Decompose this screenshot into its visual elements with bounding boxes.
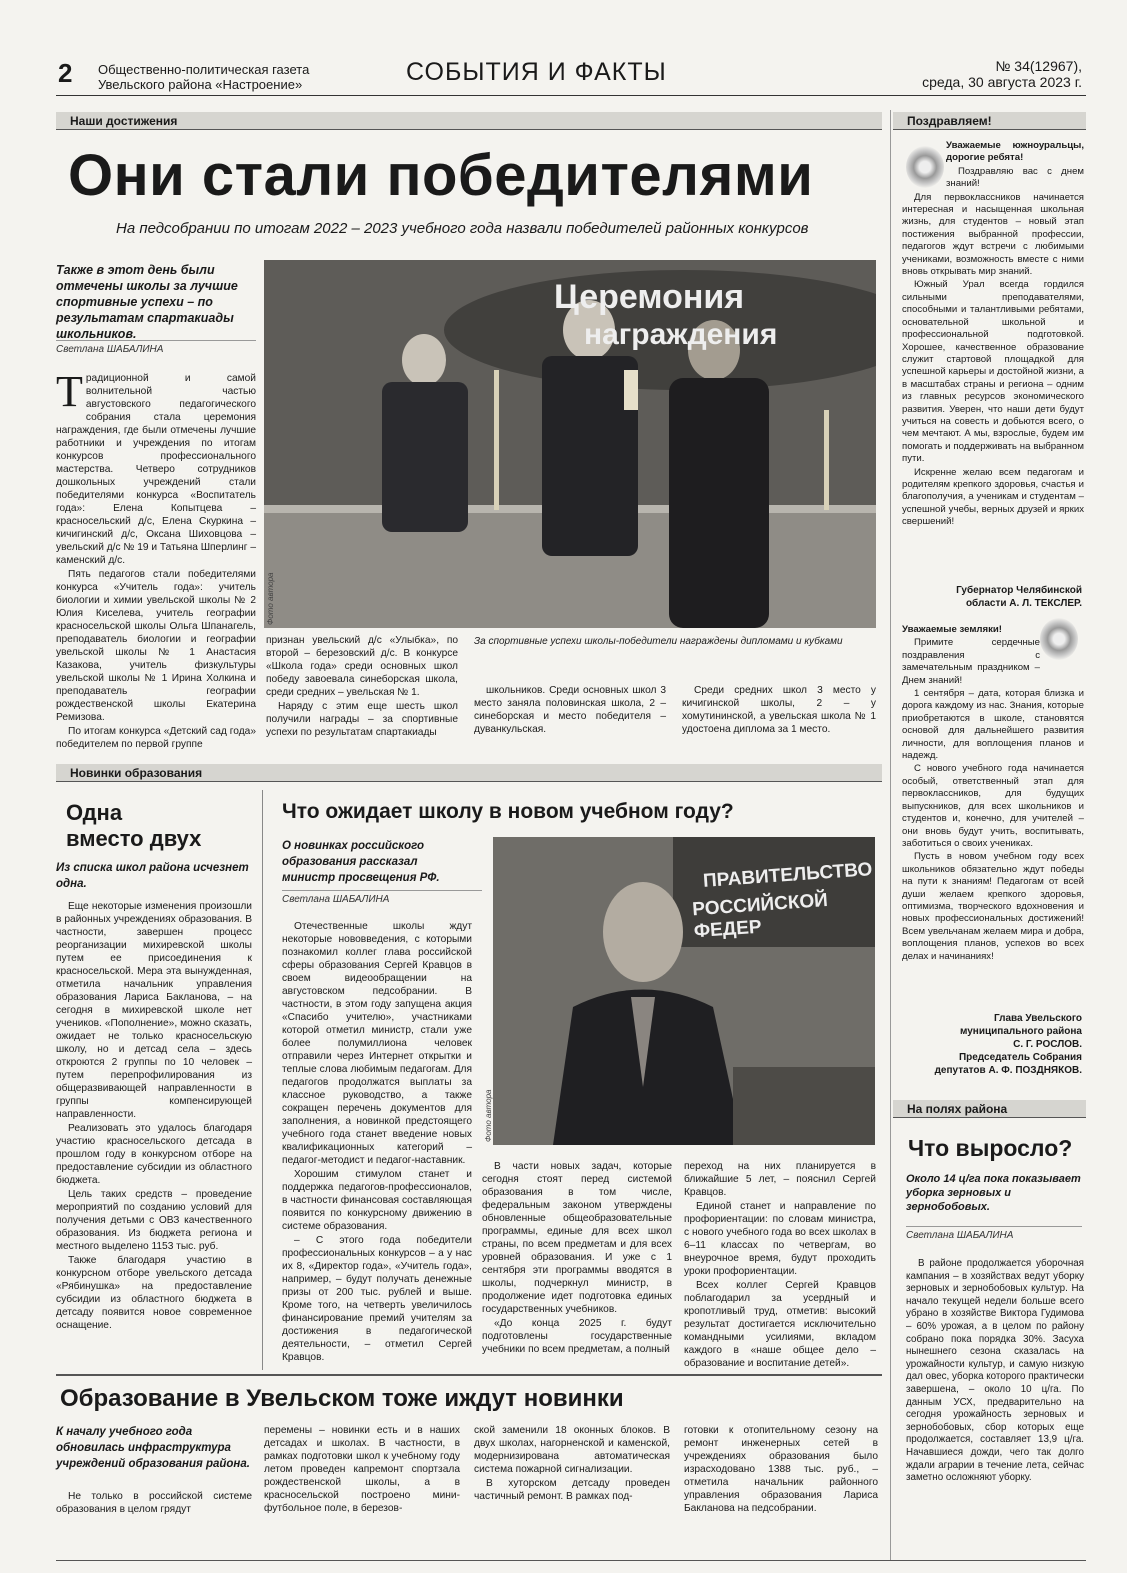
article2-title (66, 800, 201, 852)
publication-line-2: Увельского района «Настроение» (98, 77, 303, 92)
greeting2-heading: Уважаемые земляки! (902, 624, 1002, 635)
article4-lead: К началу учебного года обновилась инфраструктура учреждений образования района. (56, 1426, 250, 1470)
article1-col1 (56, 367, 257, 752)
article4-col2-para: перемены – новинки есть и в наших детсадах и школах. В частности, в рамках подготовки школ к учебному году летом проведен капремонт спортзала рождественской школы, а в красносельской построено мини-футбольное поле, в березов- (264, 1425, 460, 1514)
greeting1-heading: Уважаемые южноуральцы, дорогие ребята! (946, 140, 1084, 164)
article1-para-1: Традиционной и самой волнительной частью августовского педагогического собрания стала церемония награждения, где были отмечены лучшие работники и учреждения по итогам конкурсов профессионального мастерства. Четверо сотрудников дошкольных учреждений стали победителями конкурса «Воспитатель года»: Елена Копытцева – красносельский д/с, Елена Скуркина – кичигинский д/с, Оксана Шиховцова – увельский д/с № 19 и Татьяна Шперлинг – каменский д/с. (56, 367, 257, 566)
page-header (56, 56, 1086, 96)
article2-para-3: Цель таких средств – проведение мероприятий по созданию условий для получения детьми с ОВЗ качественного образования. Из бюджета региона и местного выделено 1153 тыс. руб. (56, 1189, 252, 1252)
article3-byline: Светлана ШАБАЛИНА (282, 890, 482, 905)
article2-para-1: Еще некоторые изменения произошли в районных учреждениях образования. В частности, завершен процесс реорганизации михиревской школы путем ее присоединения к красносельской. Мера эта вынужденная, отметила начальник управления образования Лариса Бакланова, – на сегодня в михиревской школе нет учеников. «Пополнение», можно сказать, ожидает не только красносельскую школу, но и детсад села – здесь откроются 2 группы по 10 человек – путем перепрофилирования из общеразвивающей направленности в группы компенсирующей направленности. (56, 901, 252, 1120)
article4-col2 (264, 1424, 460, 1516)
photo1-credit: Фото автора (266, 572, 275, 625)
article3-col3 (684, 1160, 876, 1371)
harvest-para: В районе продолжается уборочная кампания – в хозяйствах ведут уборку зерновых и зернобобовых культур. На начало текущей недели больше всего убрано в хозяйстве Виктора Гудимова – 60% урожая, а в целом по району собрано пока порядка 30%. Засуха нынешнего сезона сказалась на урожайности культур, и самую низкую дал овес, уборка которого практически завершена, – около 10 ц/га. По данным УСХ, предварительно на сегодня урожайность зерновых и зернобобовых, сбор которых еще продолжается, составляет 13,9 ц/га. Начавшиеся дожди, чего так долго ждали аграрии в течение лета, сейчас заметно осложняют уборку. (906, 1258, 1084, 1484)
greeting2-para-3: С нового учебного года начинается особый, ответственный этап для первоклассников, для будущих выпускников, для всех школьников и студентов и, конечно, для учителей – они вновь будут учить, воспитывать, заботиться о своих учениках. (902, 763, 1084, 849)
article3-col3-para-1: переход на них планируется в ближайшие 5 лет, – пояснил Сергей Кравцов. (684, 1161, 876, 1198)
article4-col1-para: Не только в российской системе образования в целом грядут (56, 1491, 252, 1515)
photo2-credit: Фото автора (484, 1089, 493, 1142)
issue-date: среда, 30 августа 2023 г. (922, 74, 1082, 90)
greeting1-sign-line1: Губернатор Челябинской (956, 585, 1082, 596)
article3-col2-para-1: В части новых задач, которые сегодня стоят перед системой образования в том числе, федеральным законом утверждены обновленные общеобразовательные программы, единые для всех школ страны, по всем предметам и для всех уровней образования. И уже с 1 сентября эти программы вводятся в школы, подчеркнул министр, в продолжение идет подготовка единых государственных учебников. (482, 1161, 672, 1315)
greeting1-para-4: Искренне желаю всем педагогам и родителям крепкого здоровья, счастья и благополучия, а ученикам и студентам – успешной учебы, верных друзей и ярких свершений! (902, 466, 1084, 528)
greeting1-signature (902, 584, 1082, 610)
greeting1-para-1: Поздравляю вас с днем знаний! (946, 165, 1084, 190)
ceremony-banner-line2: награждения (584, 318, 778, 351)
article2-para-2: Реализовать это удалось благодаря участию красносельского детсада в прошлом году в конкурсном отборе на предоставление субсидии из областного бюджета. (56, 1123, 252, 1186)
article1-col2-para-1: признан увельский д/с «Улыбка», по второй – березовский д/с. В конкурсе «Школа года» среди основных школ победу завоевала синеборская школа, среди средних – увельская № 1. (266, 635, 458, 698)
greeting2 (902, 624, 1084, 964)
article1-col2 (266, 634, 458, 740)
greeting1-para-2: Для первоклассников начинается интересная и насыщенная школьная жизнь, для студентов – новый этап постижения выбранной профессии, педагогов ждут встречи с любимыми учениками, возможность вместе с ними вновь открывать мир знаний. (902, 191, 1084, 278)
photo1-caption: За спортивные успехи школы-победители награждены дипломами и кубками (474, 636, 843, 647)
article1-col2-para-2: Наряду с этим еще шесть школ получили награды – за спортивные успехи по результатам спартакиады (266, 701, 458, 738)
greeting2-signature (902, 1012, 1082, 1077)
section-rule (56, 1374, 882, 1376)
article4-col3 (474, 1424, 670, 1504)
article3-col1-para-3: – С этого года победители профессиональных конкурсов – а у нас их 8, «Директор года», «Учитель года», например, – будут получать денежные призы от 200 тыс. рублей и выше. Кроме того, на четверть увеличилось финансирование премий учителям за достижения в педагогической деятельности, – отметил Сергей Кравцов. (282, 1235, 472, 1363)
article3-col2-para-2: «До конца 2025 г. будут подготовлены государственные учебники по всем предметам, а полный (482, 1318, 672, 1355)
harvest-lead: Около 14 ц/га пока показывает уборка зерновых и зернобобовых. (906, 1173, 1081, 1213)
article1-para-3: По итогам конкурса «Детский сад года» победителем по первой группе (56, 726, 256, 750)
article1-col3 (474, 684, 666, 737)
article4-col4 (684, 1424, 878, 1516)
minister-banner-line1: ПРАВИТЕЛЬСТВО (702, 859, 873, 892)
greeting2-para-4: Пусть в новом учебном году всех школьников обязательно ждут победы на пути к знаниям! Педагогам от всей души желаем крепкого здоровья, оптимизма, творческого вдохновения и новых профессиональных достижений! Всем увельчанам желаем мира и добра, воплощения планов, успехов во всех делах и начинаниях! (902, 851, 1084, 962)
article2-para-4: Также благодаря участию в конкурсном отборе увельского детсада «Рябинушка» на предоставление субсидии из областного бюджета в детсаду появится новое современное оснащение. (56, 1255, 252, 1331)
article2-title-line1: Одна (66, 800, 123, 825)
article4-col3-para-1: ской заменили 18 оконных блоков. В двух школах, нагорненской и каменской, модернизирована автоматическая система пожарной сигнализации. (474, 1425, 670, 1475)
article1-col4 (682, 684, 876, 737)
article3-col2 (482, 1160, 672, 1357)
article1-col4-para: Среди средних школ 3 место у кичигинской школы, 2 – у хомутининской, а увельская школа № 1 удостоена диплома за 1 место. (682, 685, 876, 735)
column-divider (262, 790, 263, 1370)
article3-col1-para-2: Хорошим стимулом станет и поддержка педагогов-профессионалов, в частности финансовая составляющая появится по конкурсному движению в системе образования. (282, 1169, 472, 1232)
article3-col1 (282, 920, 472, 1365)
harvest-byline: Светлана ШАБАЛИНА (906, 1226, 1082, 1241)
article2-lead: Из списка школ района исчезнет одна. (56, 862, 249, 890)
article1-byline: Светлана ШАБАЛИНА (56, 340, 256, 355)
greeting1-para-3: Южный Урал всегда гордился сильными преподавателями, способными и талантливыми ребятами, основательной школьной и профессиональной подготовкой. Хорошее, качественное образование служит стартовой площадкой для успешной карьеры и достойной жизни, а в масштабах страны и региона – одним из главных ресурсов экономического развития. Уверен, что наши дети будут учиться на совесть и добьются всего, о чем мечтают. А мы, взрослые, будем им помогать и поддерживать на выбранном пути. (902, 279, 1084, 465)
publication-line-1: Общественно-политическая газета (98, 62, 310, 77)
article4-col3-para-2: В хуторском детсаду проведен частичный ремонт. В рамках под- (474, 1478, 670, 1502)
article3-lead: О новинках российского образования рассказал министр просвещения РФ. (282, 840, 440, 884)
greeting2-sign-line2: муниципального района (959, 1026, 1082, 1037)
issue-info (922, 58, 1082, 90)
harvest-text (906, 1258, 1084, 1486)
article4-title: Образование в Увельском тоже иждут новинки (60, 1385, 624, 1412)
greeting2-sign-line1: Глава Увельского (993, 1013, 1082, 1024)
page-bottom-rule (56, 1560, 1086, 1561)
article4-col1 (56, 1490, 252, 1517)
ceremony-banner-line1: Церемония (554, 278, 745, 316)
award-ceremony-photo (264, 260, 876, 628)
issue-number: № 34(12967), (995, 58, 1082, 74)
rubric-congrats: Поздравляем! (893, 112, 1086, 130)
rubric-achievements: Наши достижения (56, 112, 882, 130)
article1-para-2: Пять педагогов стали победителями конкурса «Учитель года»: учитель биологии и химии увельской школы № 2 Юлия Киселева, учитель географии красносельской школы Ольга Шпанагель, преподаватель биологии и географии увельской школы № 1 Анастасия Казакова, учитель физкультуры увельской школы № 1 Ирина Холкина и преподаватель географии рождественской школы Екатерина Ремизова. (56, 569, 256, 723)
greeting2-sign-line5: депутатов А. Ф. ПОЗДНЯКОВ. (934, 1065, 1082, 1076)
rubric-district: На полях района (893, 1100, 1086, 1118)
article3-col1-para-1: Отечественные школы ждут некоторые нововведения, с которыми познакомил коллег глава российской сферы образования Сергей Кравцов в своем видеообращении на августовском педсобрании. В частности, в этом году запущена акция «Спасибо учителю», участниками которой отметил министр, стали уже более полумиллиона человек отправили через Интернет открытки и теплые слова любимым педагогам. Для педагогов продолжатся выплаты за классное руководство, а также сокращен перечень документов для заполнения, а новинкой предстоящего учебного года станет введение новых квалификационных категорий – педагог-методист и педагог-наставник. (282, 921, 472, 1166)
greeting1 (902, 140, 1084, 530)
article3-col3-para-3: Всех коллег Сергей Кравцов поблагодарил за усердный и кропотливый труд, отметив: высокий результат достигается исключительно командными усилиями, вкладом каждого в «наше общее дело – образование и воспитание детей». (684, 1280, 876, 1369)
greeting2-sign-line3: С. Г. РОСЛОВ. (1013, 1039, 1082, 1050)
article2-title-line2: вместо двух (66, 826, 202, 851)
article1-lead: Также в этот день были отмечены школы за лучшие спортивные успехи – по результатам спартакиады школьников. (56, 263, 238, 341)
article2-col (56, 900, 252, 1333)
minister-photo (493, 837, 875, 1145)
greeting2-sign-line4: Председатель Собрания (958, 1052, 1082, 1063)
greeting2-para-2: 1 сентября – дата, которая близка и дорога каждому из нас. Знания, которые приобретаются в школе, становятся основой для дальнейшего развития личности, для воплощения планов и надежд. (902, 688, 1084, 762)
article1-subtitle: На педсобрании по итогам 2022 – 2023 учебного года назвали победителей районных конкурсов (116, 220, 809, 237)
rubric-novelties: Новинки образования (56, 764, 882, 782)
article1-col3-para: школьников. Среди основных школ 3 место заняла половинская школа, 2 – синеборская и место победителя – дуванкульская. (474, 685, 666, 735)
article3-col3-para-2: Единой станет и направление по профориентации: по словам министра, с нового учебного года во всех школах в 6–11 классах по четвергам, во внеурочное время, будут проходить уроки профориентации. (684, 1201, 876, 1277)
greeting1-sign-line2: области А. Л. ТЕКСЛЕР. (965, 598, 1082, 609)
minister-banner-line2: РОССИЙСКОЙ ФЕДЕР (691, 889, 829, 943)
publication-name (98, 62, 309, 92)
section-title: СОБЫТИЯ И ФАКТЫ (406, 58, 667, 86)
page-number: 2 (58, 58, 73, 88)
article4-col4-para: готовки к отопительному сезону на ремонт инженерных сетей в учреждениях образования было израсходовано 1388 тыс. руб., – отметила начальник районного управления образования Лариса Бакланова на педсобрании. (684, 1425, 878, 1514)
article1-title: Они стали победителями (68, 143, 814, 208)
greeting2-para-1: Примите сердечные поздравления с замечательным праздником – Днем знаний! (902, 637, 1040, 686)
article3-title: Что ожидает школу в новом учебном году? (282, 800, 734, 823)
harvest-title: Что выросло? (908, 1135, 1073, 1161)
